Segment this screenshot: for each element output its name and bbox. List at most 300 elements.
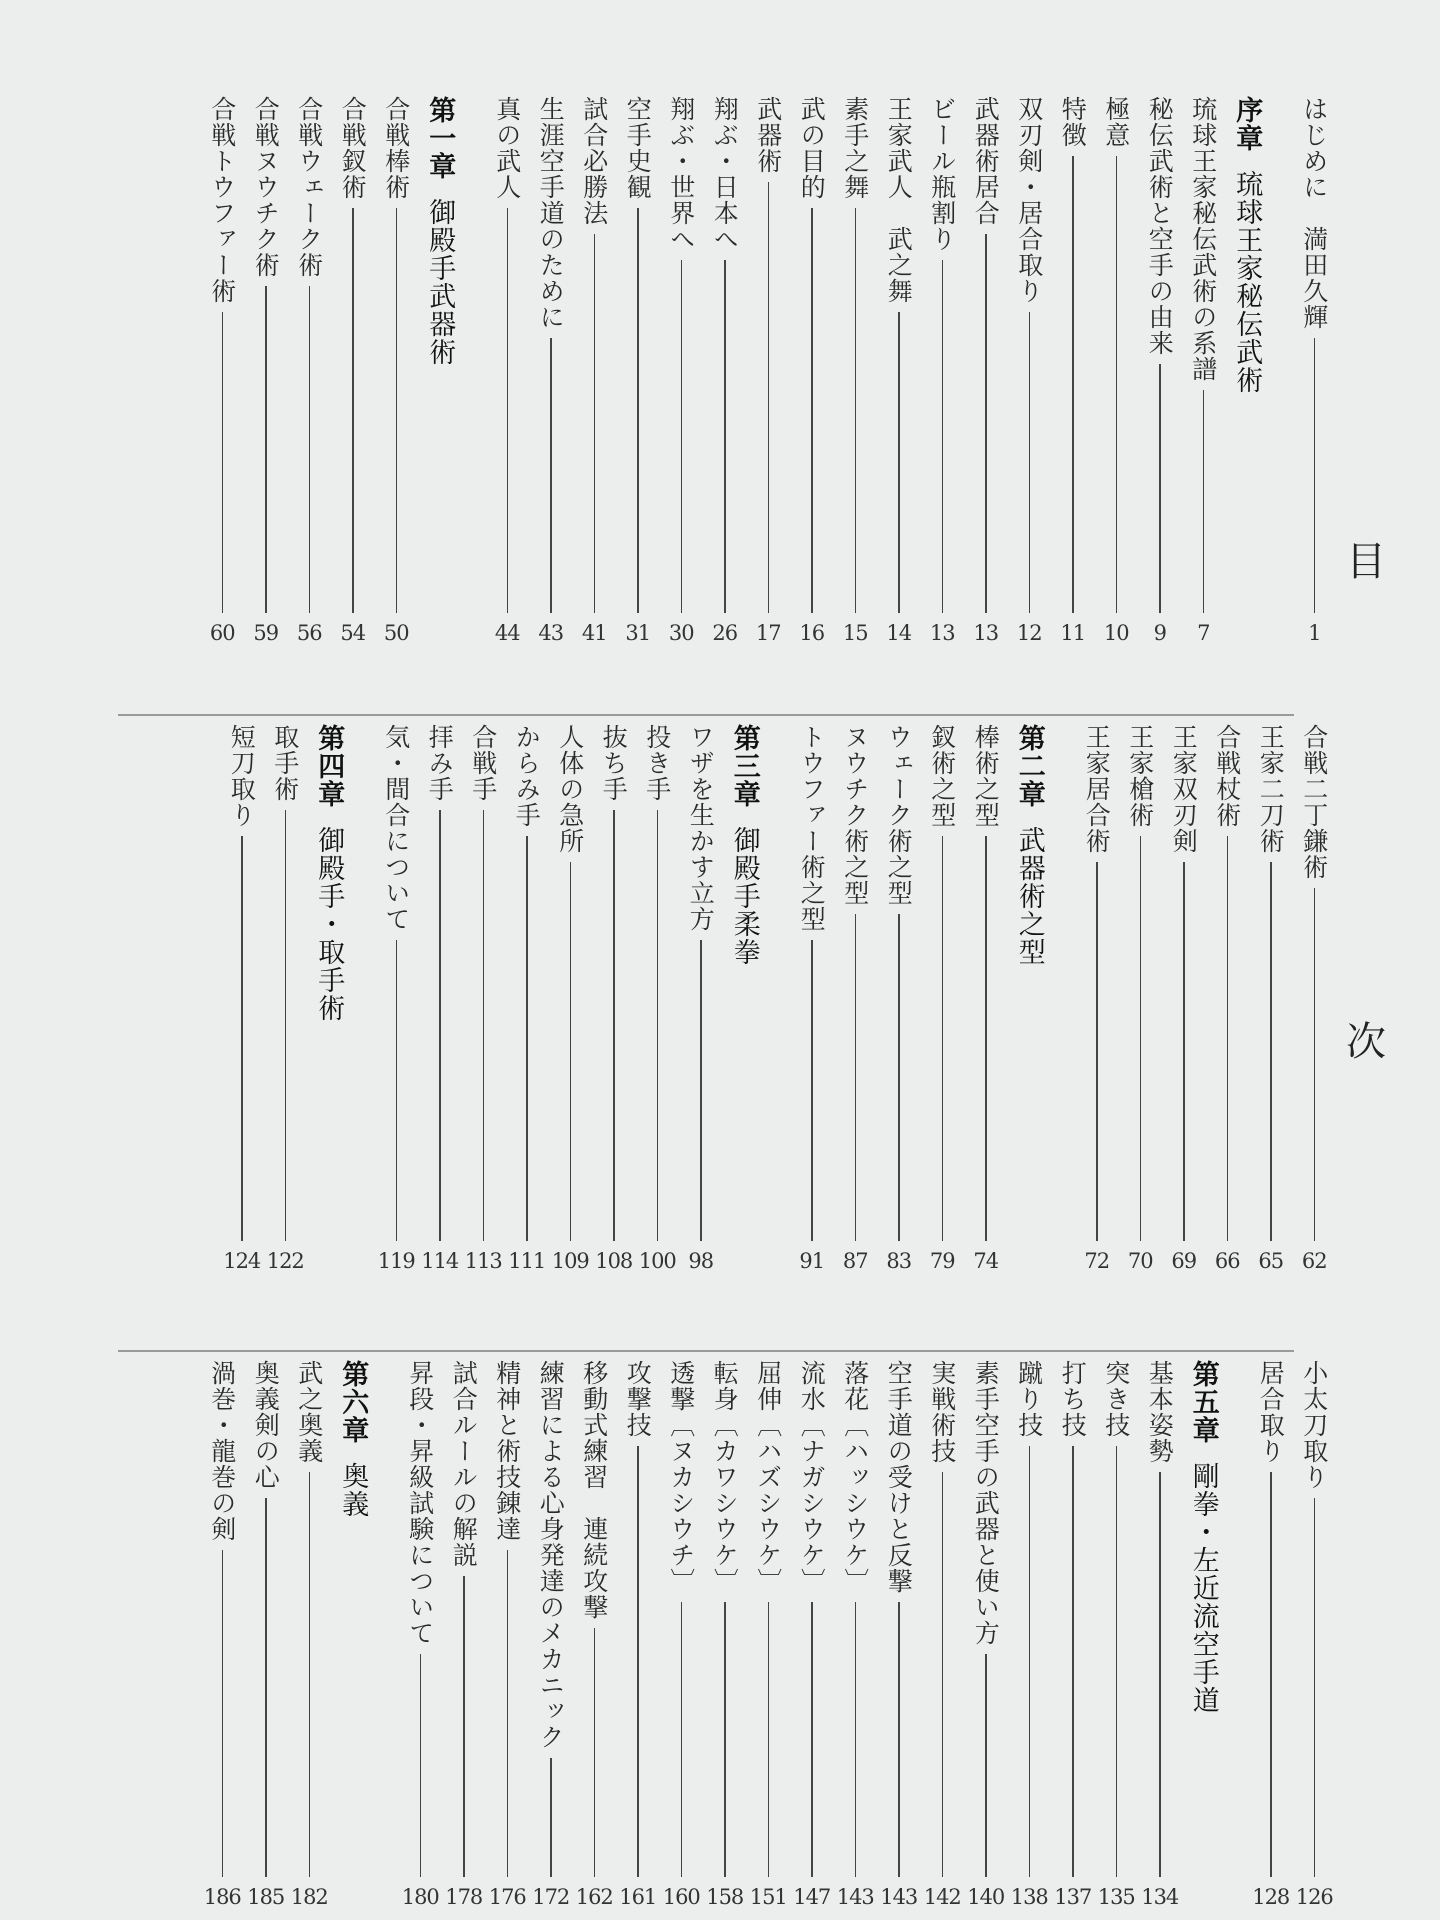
entry-page-number: 180 — [401, 1885, 439, 1909]
leader-line — [657, 810, 659, 1241]
entry-title: 極意 — [1101, 96, 1131, 148]
entry-title: 素手之舞 — [840, 96, 870, 200]
entry-page-number: 172 — [532, 1885, 570, 1909]
leader-line — [855, 914, 857, 1241]
column-gap — [1225, 1360, 1249, 1908]
toc-entry — [529, 1360, 573, 1908]
leader-line — [439, 810, 441, 1241]
toc-entry — [877, 1360, 921, 1908]
entry-title: 武器術 — [753, 96, 783, 174]
entry-page-number: 79 — [929, 1249, 955, 1273]
entry-title: 練習による心身発達のメカニック — [536, 1360, 566, 1750]
leader-line — [1072, 156, 1074, 613]
toc-entry — [1249, 724, 1293, 1272]
entry-title: 王家居合術 — [1082, 724, 1112, 854]
toc-entry — [964, 96, 1008, 644]
entry-page-number: 41 — [581, 621, 607, 645]
entry-page-number: 140 — [967, 1885, 1005, 1909]
leader-line — [507, 1550, 509, 1877]
entry-page-number: 143 — [836, 1885, 874, 1909]
leader-line — [594, 234, 596, 613]
entry-title: 翔ぶ・世界へ — [666, 96, 696, 252]
entry-title: 基本姿勢 — [1145, 1360, 1175, 1464]
leader-line — [811, 940, 813, 1241]
toc-entry — [790, 724, 834, 1272]
leader-line — [1072, 1446, 1074, 1877]
entry-title: 透撃〔ヌカシウチ〕 — [666, 1360, 696, 1594]
leader-line — [985, 836, 987, 1241]
entry-title: 素手空手の武器と使い方 — [971, 1360, 1001, 1646]
toc-section-2 — [96, 724, 1336, 1272]
chapter-label: 第一章 — [424, 96, 456, 180]
leader-line — [768, 1602, 770, 1877]
leader-line — [898, 914, 900, 1241]
leader-line — [811, 1602, 813, 1877]
entry-page-number: 16 — [799, 621, 825, 645]
leader-line — [309, 1472, 311, 1877]
toc-entry — [1051, 1360, 1095, 1908]
toc-entry — [1138, 96, 1182, 644]
toc-entry — [1119, 724, 1163, 1272]
leader-line — [985, 1654, 987, 1877]
chapter-name: 奥義 — [337, 1462, 369, 1518]
toc-entry — [747, 1360, 791, 1908]
toc-entry — [1138, 1360, 1182, 1908]
leader-line — [1159, 364, 1161, 613]
chapter-name: 琉球王家秘伝武術 — [1231, 170, 1263, 394]
entry-page-number: 122 — [266, 1249, 304, 1273]
toc-entry — [1162, 724, 1206, 1272]
entry-title: ヌウチク術之型 — [840, 724, 870, 906]
chapter-label: 第五章 — [1187, 1360, 1219, 1444]
chapter-label: 第二章 — [1013, 724, 1045, 808]
leader-line — [285, 810, 287, 1241]
toc-entry — [288, 1360, 332, 1908]
leader-line — [1116, 1446, 1118, 1877]
toc-entry — [288, 96, 332, 644]
entry-title: 実戦術技 — [927, 1360, 957, 1464]
entry-page-number: 44 — [494, 621, 520, 645]
entry-page-number: 176 — [488, 1885, 526, 1909]
entry-page-number: 15 — [842, 621, 868, 645]
chapter-name: 武器術之型 — [1013, 826, 1045, 966]
entry-title: 秘伝武術と空手の由来 — [1145, 96, 1175, 356]
leader-line — [985, 234, 987, 613]
chapter-heading — [418, 96, 462, 644]
toc-section-1 — [96, 96, 1336, 644]
entry-title: 攻撃技 — [623, 1360, 653, 1438]
entry-page-number: 87 — [842, 1249, 868, 1273]
entry-page-number: 182 — [290, 1885, 328, 1909]
leader-line — [1314, 888, 1316, 1241]
leader-line — [222, 312, 224, 613]
entry-title: 合戦トウファー術 — [207, 96, 237, 304]
leader-line — [1227, 836, 1229, 1241]
entry-title: 特徴 — [1058, 96, 1088, 148]
toc-entry — [462, 724, 506, 1272]
toc-entry — [790, 96, 834, 644]
entry-title: 合戦手 — [468, 724, 498, 802]
leader-line — [942, 1472, 944, 1877]
chapter-name: 御殿手・取手術 — [313, 826, 345, 1022]
entry-title: 奥義剣の心 — [251, 1360, 281, 1490]
entry-title: 渦巻・龍巻の剣 — [207, 1360, 237, 1542]
section-divider-1 — [118, 714, 1294, 716]
toc-entry — [573, 1360, 617, 1908]
chapter-name: 剛拳・左近流空手道 — [1187, 1462, 1219, 1714]
column-gap — [351, 724, 375, 1272]
entry-title: 合戦釵術 — [338, 96, 368, 200]
leader-line — [1270, 1472, 1272, 1877]
chapter-title — [337, 1360, 369, 1518]
entry-page-number: 74 — [973, 1249, 999, 1273]
leader-line — [1183, 862, 1185, 1241]
column-gap — [1269, 96, 1293, 644]
entry-page-number: 69 — [1171, 1249, 1197, 1273]
entry-title: 投き手 — [642, 724, 672, 802]
column-gap — [1051, 724, 1075, 1272]
toc-entry — [529, 96, 573, 644]
toc-entry — [549, 724, 593, 1272]
toc-entry — [1293, 724, 1337, 1272]
entry-title: 合戦杖術 — [1212, 724, 1242, 828]
entry-page-number: 60 — [209, 621, 235, 645]
entry-page-number: 43 — [538, 621, 564, 645]
chapter-heading — [331, 1360, 375, 1908]
entry-title: 落花〔ハッシウケ〕 — [840, 1360, 870, 1594]
leader-line — [637, 1446, 639, 1877]
leader-line — [265, 286, 267, 613]
entry-title: 突き技 — [1101, 1360, 1131, 1438]
entry-title: 短刀取り — [227, 724, 257, 828]
entry-page-number: 1 — [1308, 621, 1321, 645]
entry-page-number: 108 — [595, 1249, 633, 1273]
entry-page-number: 128 — [1252, 1885, 1290, 1909]
entry-page-number: 142 — [923, 1885, 961, 1909]
toc-heading-second-char: 次 — [1346, 1019, 1386, 1065]
entry-page-number: 124 — [223, 1249, 261, 1273]
toc-entry — [1095, 96, 1139, 644]
entry-page-number: 114 — [421, 1249, 459, 1273]
leader-line — [1096, 862, 1098, 1241]
toc-entry — [1095, 1360, 1139, 1908]
toc-entry — [921, 724, 965, 1272]
entry-title: 翔ぶ・日本へ — [710, 96, 740, 252]
toc-entry — [834, 1360, 878, 1908]
entry-title: 人体の急所 — [555, 724, 585, 854]
toc-entry — [964, 724, 1008, 1272]
entry-page-number: 91 — [799, 1249, 825, 1273]
entry-title: 蹴り技 — [1014, 1360, 1044, 1438]
entry-title: 流水〔ナガシウケ〕 — [797, 1360, 827, 1594]
toc-entry — [1249, 1360, 1293, 1908]
entry-page-number: 98 — [688, 1249, 714, 1273]
column-gap — [375, 1360, 399, 1908]
leader-line — [811, 208, 813, 613]
entry-page-number: 160 — [662, 1885, 700, 1909]
toc-entry — [264, 724, 308, 1272]
chapter-name: 御殿手柔拳 — [728, 826, 760, 966]
entry-page-number: 11 — [1060, 621, 1086, 645]
leader-line — [613, 810, 615, 1241]
leader-line — [550, 1758, 552, 1877]
entry-page-number: 66 — [1214, 1249, 1240, 1273]
entry-page-number: 7 — [1197, 621, 1210, 645]
entry-title: ワザを生かす立方 — [686, 724, 716, 932]
entry-title: 小太刀取り — [1299, 1360, 1329, 1490]
toc-entry — [418, 724, 462, 1272]
entry-page-number: 62 — [1301, 1249, 1327, 1273]
toc-entry — [636, 724, 680, 1272]
entry-page-number: 178 — [445, 1885, 483, 1909]
chapter-title — [313, 724, 345, 1022]
leader-line — [700, 940, 702, 1241]
entry-page-number: 12 — [1016, 621, 1042, 645]
entry-page-number: 10 — [1103, 621, 1129, 645]
toc-heading-first-char: 目 — [1346, 539, 1386, 585]
leader-line — [396, 940, 398, 1241]
toc-entry — [1008, 96, 1052, 644]
toc-entry — [201, 1360, 245, 1908]
column-gap — [462, 96, 486, 644]
entry-title: 屈伸〔ハズシウケ〕 — [753, 1360, 783, 1594]
entry-title: 転身〔カワシウケ〕 — [710, 1360, 740, 1594]
entry-title: 王家武人 武之舞 — [884, 96, 914, 304]
leader-line — [309, 286, 311, 613]
entry-title: 王家槍術 — [1125, 724, 1155, 828]
leader-line — [1140, 836, 1142, 1241]
entry-title: 昇段・昇級試験について — [405, 1360, 435, 1646]
leader-line — [594, 1628, 596, 1877]
chapter-title — [1231, 96, 1263, 394]
entry-page-number: 126 — [1295, 1885, 1333, 1909]
entry-title: はじめに 満田久輝 — [1299, 96, 1329, 330]
leader-line — [1029, 312, 1031, 613]
leader-line — [1314, 338, 1316, 613]
entry-page-number: 30 — [668, 621, 694, 645]
toc-entry — [486, 96, 530, 644]
leader-line — [1029, 1446, 1031, 1877]
entry-page-number: 113 — [464, 1249, 502, 1273]
entry-title: 拝み手 — [425, 724, 455, 802]
leader-line — [942, 836, 944, 1241]
entry-page-number: 50 — [383, 621, 409, 645]
entry-title: 琉球王家秘伝武術の系譜 — [1188, 96, 1218, 382]
toc-entry — [573, 96, 617, 644]
entry-title: 武之奥義 — [294, 1360, 324, 1464]
toc-entry — [592, 724, 636, 1272]
entry-title: 棒術之型 — [971, 724, 1001, 828]
entry-page-number: 134 — [1141, 1885, 1179, 1909]
entry-page-number: 65 — [1258, 1249, 1284, 1273]
entry-title: 王家双刃剣 — [1169, 724, 1199, 854]
toc-entry — [244, 96, 288, 644]
entry-title: 移動式練習 連続攻撃 — [579, 1360, 609, 1620]
chapter-heading — [1225, 96, 1269, 644]
entry-page-number: 151 — [749, 1885, 787, 1909]
entry-page-number: 13 — [929, 621, 955, 645]
toc-entry — [1293, 96, 1337, 644]
leader-line — [942, 260, 944, 613]
entry-page-number: 54 — [340, 621, 366, 645]
toc-entry — [1051, 96, 1095, 644]
toc-entry — [220, 724, 264, 1272]
entry-title: 合戦ヌウチク術 — [251, 96, 281, 278]
entry-title: からみ手 — [512, 724, 542, 828]
entry-page-number: 158 — [706, 1885, 744, 1909]
entry-page-number: 135 — [1097, 1885, 1135, 1909]
chapter-heading — [723, 724, 767, 1272]
toc-entry — [921, 1360, 965, 1908]
entry-page-number: 59 — [253, 621, 279, 645]
entry-title: 合戦ウェーク術 — [294, 96, 324, 278]
entry-title: 気・間合について — [381, 724, 411, 932]
entry-page-number: 56 — [296, 621, 322, 645]
entry-title: 双刃剣・居合取り — [1014, 96, 1044, 304]
leader-line — [526, 836, 528, 1241]
entry-page-number: 162 — [575, 1885, 613, 1909]
entry-page-number: 119 — [377, 1249, 415, 1273]
column-gap — [766, 724, 790, 1272]
entry-page-number: 186 — [203, 1885, 241, 1909]
entry-page-number: 138 — [1010, 1885, 1048, 1909]
leader-line — [1270, 862, 1272, 1241]
entry-page-number: 161 — [619, 1885, 657, 1909]
toc-entry — [703, 1360, 747, 1908]
leader-line — [637, 208, 639, 613]
section-divider-2 — [118, 1350, 1294, 1352]
toc-entry — [877, 96, 921, 644]
entry-page-number: 17 — [755, 621, 781, 645]
entry-title: 居合取り — [1256, 1360, 1286, 1464]
toc-entry — [703, 96, 747, 644]
entry-title: 空手史観 — [623, 96, 653, 200]
chapter-label: 第三章 — [728, 724, 760, 808]
chapter-title — [424, 96, 456, 366]
entry-title: 抜ち手 — [599, 724, 629, 802]
entry-title: 武器術居合 — [971, 96, 1001, 226]
leader-line — [420, 1654, 422, 1877]
entry-title: 武の目的 — [797, 96, 827, 200]
leader-line — [1314, 1498, 1316, 1877]
toc-entry — [486, 1360, 530, 1908]
toc-entry — [399, 1360, 443, 1908]
chapter-label: 第四章 — [313, 724, 345, 808]
entry-title: 打ち技 — [1058, 1360, 1088, 1438]
chapter-heading — [1182, 1360, 1226, 1908]
entry-page-number: 137 — [1054, 1885, 1092, 1909]
entry-page-number: 109 — [551, 1249, 589, 1273]
entry-page-number: 9 — [1153, 621, 1166, 645]
entry-page-number: 13 — [973, 621, 999, 645]
chapter-title — [728, 724, 760, 966]
leader-line — [222, 1550, 224, 1877]
toc-entry — [375, 96, 419, 644]
leader-line — [1116, 156, 1118, 613]
entry-title: 精神と術技錬達 — [492, 1360, 522, 1542]
entry-title: 真の武人 — [492, 96, 522, 200]
toc-entry — [964, 1360, 1008, 1908]
entry-title: 王家二刀術 — [1256, 724, 1286, 854]
toc-entry — [201, 96, 245, 644]
toc-entry — [1008, 1360, 1052, 1908]
leader-line — [898, 1602, 900, 1877]
toc-entry — [834, 96, 878, 644]
leader-line — [241, 836, 243, 1241]
chapter-label: 序章 — [1231, 96, 1263, 152]
entry-page-number: 185 — [247, 1885, 285, 1909]
leader-line — [507, 208, 509, 613]
entry-page-number: 111 — [508, 1249, 546, 1273]
chapter-heading — [307, 724, 351, 1272]
leader-line — [396, 208, 398, 613]
entry-page-number: 143 — [880, 1885, 918, 1909]
entry-title: 空手道の受けと反撃 — [884, 1360, 914, 1594]
entry-title: 合戦棒術 — [381, 96, 411, 200]
toc-entry — [877, 724, 921, 1272]
toc-entry — [1182, 96, 1226, 644]
entry-title: 生涯空手道のために — [536, 96, 566, 330]
toc-entry — [331, 96, 375, 644]
leader-line — [570, 862, 572, 1241]
entry-title: 試合ルールの解説 — [449, 1360, 479, 1568]
toc-entry — [1206, 724, 1250, 1272]
entry-title: 釵術之型 — [927, 724, 957, 828]
leader-line — [768, 182, 770, 613]
toc-entry — [616, 96, 660, 644]
toc-entry — [1075, 724, 1119, 1272]
entry-page-number: 14 — [886, 621, 912, 645]
toc-entry — [660, 96, 704, 644]
toc-entry — [375, 724, 419, 1272]
chapter-heading — [1008, 724, 1052, 1272]
leader-line — [483, 810, 485, 1241]
toc-entry — [505, 724, 549, 1272]
leader-line — [855, 1602, 857, 1877]
entry-title: トウファー術之型 — [797, 724, 827, 932]
toc-entry — [790, 1360, 834, 1908]
entry-page-number: 100 — [638, 1249, 676, 1273]
leader-line — [681, 260, 683, 613]
leader-line — [352, 208, 354, 613]
entry-title: ビール瓶割り — [927, 96, 957, 252]
toc-entry — [1293, 1360, 1337, 1908]
toc-entry — [834, 724, 878, 1272]
chapter-title — [1013, 724, 1045, 966]
entry-page-number: 83 — [886, 1249, 912, 1273]
chapter-label: 第六章 — [337, 1360, 369, 1444]
leader-line — [681, 1602, 683, 1877]
leader-line — [265, 1498, 267, 1877]
leader-line — [550, 338, 552, 613]
toc-entry — [244, 1360, 288, 1908]
entry-page-number: 31 — [625, 621, 651, 645]
toc-entry — [921, 96, 965, 644]
toc-entry — [616, 1360, 660, 1908]
toc-section-3 — [96, 1360, 1336, 1908]
toc-entry — [660, 1360, 704, 1908]
leader-line — [724, 1602, 726, 1877]
entry-page-number: 70 — [1127, 1249, 1153, 1273]
leader-line — [1203, 390, 1205, 613]
entry-title: 試合必勝法 — [579, 96, 609, 226]
toc-entry — [442, 1360, 486, 1908]
entry-page-number: 72 — [1084, 1249, 1110, 1273]
entry-title: 取手術 — [270, 724, 300, 802]
leader-line — [1159, 1472, 1161, 1877]
entry-title: ウェーク術之型 — [884, 724, 914, 906]
leader-line — [898, 312, 900, 613]
